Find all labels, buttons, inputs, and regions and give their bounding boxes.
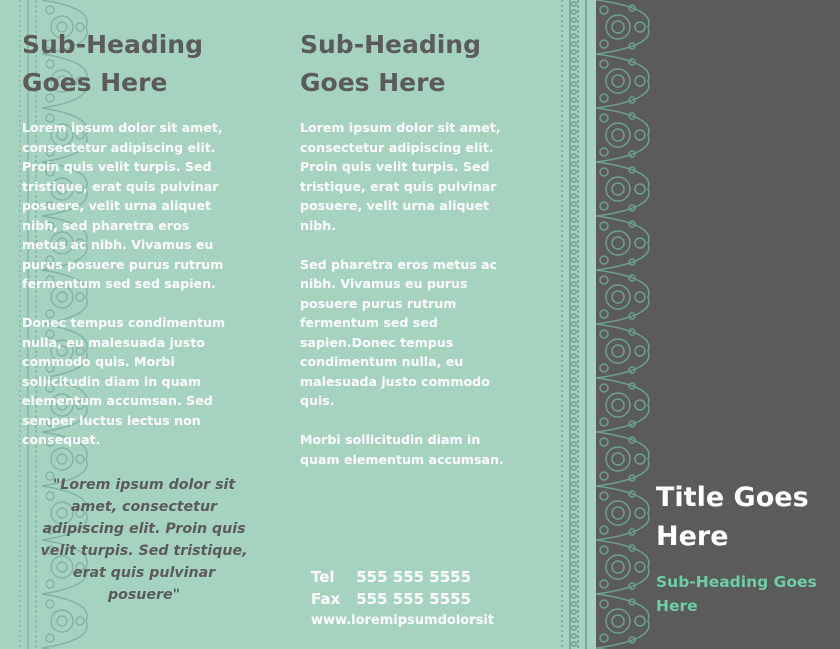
- fax-label: Fax: [311, 590, 341, 608]
- tel-value[interactable]: 555 555 5555: [356, 568, 472, 586]
- text-line: quam elementum accumsan.: [300, 451, 504, 467]
- text-line: condimentum nulla, eu: [300, 354, 464, 369]
- text-line: nibh.: [300, 217, 337, 233]
- text-line: tristique, erat quis pulvinar: [300, 178, 497, 194]
- text-line: sapien.Donec tempus: [300, 334, 454, 350]
- tel-row: [311, 566, 551, 588]
- fax-value: 555 555 5555: [356, 590, 472, 608]
- text-line: Sed pharetra eros metus ac: [300, 256, 498, 272]
- quote-line: erat quis pulvinar: [72, 565, 216, 581]
- quote-line: "Lorem ipsum dolor sit: [52, 477, 236, 493]
- text-line: posuere, velit urna aliquet: [300, 198, 490, 213]
- cover-title-line: Title Goes: [656, 482, 809, 513]
- text-line: consequat.: [22, 432, 101, 447]
- fax-row: [311, 588, 551, 610]
- quote-line: velit turpis. Sed tristique,: [40, 543, 248, 559]
- text-line: fermentum sed sed: [300, 315, 438, 330]
- contact-block: [311, 566, 551, 632]
- text-line: posuere purus rutrum: [300, 295, 457, 311]
- quote-line: adipiscing elit. Proin quis: [42, 521, 246, 537]
- middle-column: [300, 26, 530, 469]
- cover-subheading-line: Sub-Heading Goes: [656, 573, 817, 591]
- cover-title: [656, 478, 836, 556]
- text-line: commodo quis. Morbi: [22, 354, 175, 369]
- left-column: [22, 26, 252, 450]
- text-line: purus posuere purus rutrum: [22, 256, 224, 272]
- text-line: nibh, sed pharetra eros: [22, 217, 190, 233]
- middle-subheading-line: Sub-Heading: [300, 30, 481, 59]
- text-line: tristique, erat quis pulvinar: [22, 178, 219, 194]
- quote-line: posuere": [107, 587, 181, 603]
- text-line: Morbi sollicitudin diam in: [300, 432, 481, 447]
- pull-quote: [24, 474, 264, 606]
- text-line: malesuada justo commodo: [300, 373, 490, 389]
- text-line: nibh. Vivamus eu purus: [300, 276, 468, 291]
- text-line: consectetur adipiscing elit.: [22, 139, 216, 155]
- middle-subheading-line: Goes Here: [300, 68, 446, 97]
- text-line: elementum accumsan. Sed: [22, 393, 213, 408]
- text-line: Proin quis velit turpis. Sed: [300, 159, 490, 174]
- left-paragraph-1: [22, 118, 252, 294]
- text-line: Donec tempus condimentum: [22, 315, 226, 330]
- middle-paragraph-1: [300, 118, 530, 235]
- text-line: sollicitudin diam in quam: [22, 373, 202, 389]
- left-paragraph-2: [22, 313, 252, 450]
- lace-border-right-icon: [556, 0, 660, 649]
- text-line: fermentum sed sed sapien.: [22, 276, 216, 291]
- text-line: Proin quis velit turpis. Sed: [22, 159, 212, 174]
- middle-paragraph-2: [300, 255, 530, 411]
- text-line: posuere, velit urna aliquet: [22, 198, 212, 213]
- cover-subheading: [656, 570, 840, 618]
- tel-label: Tel: [311, 568, 335, 586]
- cover-title-line: Here: [656, 521, 729, 552]
- middle-paragraph-3: [300, 430, 530, 469]
- left-subheading-line: Sub-Heading: [22, 30, 203, 59]
- text-line: Lorem ipsum dolor sit amet,: [22, 120, 223, 135]
- text-line: semper luctus lectus non: [22, 412, 201, 428]
- left-subheading: [22, 26, 252, 102]
- cover-subheading-line: Here: [656, 597, 698, 615]
- website-link[interactable]: www.loremipsumdolorsit: [311, 613, 495, 628]
- text-line: Lorem ipsum dolor sit amet,: [300, 120, 501, 135]
- text-line: consectetur adipiscing elit.: [300, 139, 494, 155]
- text-line: quis.: [300, 393, 335, 408]
- text-line: metus ac nibh. Vivamus eu: [22, 237, 214, 252]
- text-line: nulla, eu malesuada justo: [22, 334, 205, 350]
- middle-subheading: [300, 26, 530, 102]
- left-subheading-line: Goes Here: [22, 68, 168, 97]
- quote-line: amet, consectetur: [70, 499, 218, 515]
